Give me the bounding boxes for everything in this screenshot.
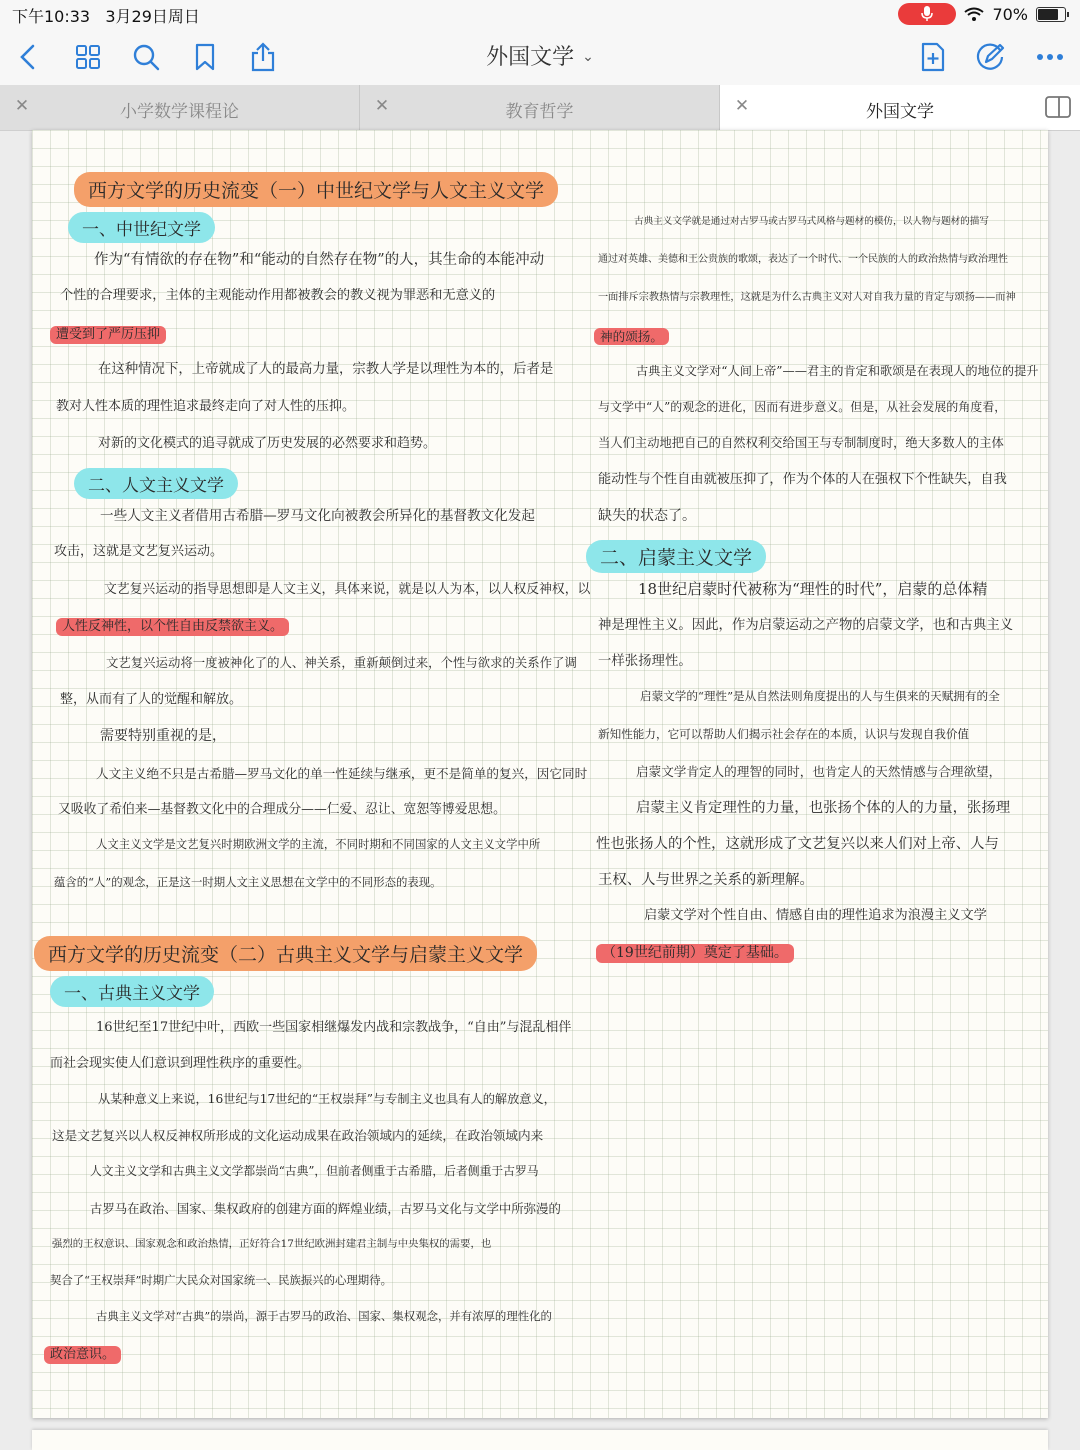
document-title[interactable]: 外国文学 (486, 45, 575, 70)
note-text: 启蒙主义肯定理性的力量，也张扬个体的人的力量，张扬理 (636, 800, 1011, 816)
note-text: 又吸收了希伯来—基督教文化中的合理成分——仁爱、忍让、宽恕等博爱思想。 (58, 802, 506, 817)
note-text: 文艺复兴运动将一度被神化了的人、神关系，重新颠倒过来，个性与欲求的关系作了调 (106, 655, 577, 670)
new-page-icon[interactable] (913, 38, 953, 76)
chevron-down-icon[interactable]: ⌄ (582, 49, 594, 65)
note-text: 个性的合理要求，主体的主观能动作用都被教会的教义视为罪恶和无意义的 (60, 288, 496, 303)
more-icon[interactable] (1030, 38, 1070, 76)
note-text: 18世纪启蒙时代被称为“理性的时代”，启蒙的总体精 (638, 580, 988, 598)
tab-primary-math[interactable] (0, 85, 360, 130)
tab-foreign-literature[interactable] (720, 85, 1080, 130)
note-text: 一样张扬理性。 (598, 654, 692, 669)
note-text: 在这种情况下，上帝就成了人的最高力量，宗教人学是以理性为本的，后者是 (98, 362, 554, 377)
note-text-highlight: 神的颂扬。 (594, 328, 669, 345)
note-text: 一些人文主义者借用古希腊—罗马文化向被教会所异化的基督教文化发起 (100, 508, 535, 524)
close-icon[interactable]: ✕ (374, 96, 390, 116)
note-text: 蕴含的“人”的观念，正是这一时期人文主义思想在文学中的不同形态的表现。 (54, 875, 442, 889)
note-text: 古典主义文学对“古典”的崇尚，源于古罗马的政治、国家、集权观念，并有浓厚的理性化的 (96, 1309, 552, 1323)
note-text: 这是文艺复兴以人权反神权所形成的文化运动成果在政治领域内的延续，在政治领域内来 (52, 1128, 544, 1143)
note-text: 一面排斥宗教热情与宗教理性，这就是为什么古典主义对人对自我力量的肯定与颂扬——而神 (598, 292, 1016, 303)
note-text: 作为“有情欲的存在物”和“能动的自然存在物”的人，其生命的本能冲动 (94, 252, 545, 268)
note-text: 启蒙文学肯定人的理智的同时，也肯定人的天然情感与合理欲望， (636, 764, 1002, 779)
note-text: 缺失的状态了。 (598, 508, 696, 524)
note-page[interactable] (32, 130, 1048, 1418)
top-toolbar (0, 28, 1080, 85)
note-text-highlight: （19世纪前期）奠定了基础。 (596, 944, 794, 963)
note-text: 而社会现实使人们意识到理性秩序的重要性。 (50, 1056, 311, 1071)
note-text: 教对人性本质的理性追求最终走向了对人性的压抑。 (56, 399, 356, 414)
section-heading: 西方文学的历史流变（二）古典主义文学与启蒙主义文学 (34, 936, 537, 971)
note-text: 能动性与个性自由就被压抑了，作为个体的人在强权下个性缺失，自我 (598, 472, 1007, 487)
grid-icon[interactable] (68, 38, 108, 76)
note-text: 攻击，这就是文艺复兴运动。 (54, 544, 224, 559)
note-text: 人文主义文学和古典主义文学都崇尚“古典”，但前者侧重于古希腊，后者侧重于古罗马 (90, 1164, 539, 1178)
note-text-highlight: 政治意识。 (44, 1346, 121, 1364)
note-text: 整，从而有了人的觉醒和解放。 (60, 692, 243, 707)
note-text: 古典主义文学就是通过对古罗马或古罗马式风格与题材的模仿，以人物与题材的描写 (634, 216, 989, 227)
note-text: 通过对英雄、美德和王公贵族的歌颂，表达了一个时代、一个民族的人的政治热情与政治理性 (598, 254, 1008, 265)
note-text: 古罗马在政治、国家、集权政府的创建方面的辉煌业绩，古罗马文化与文学中所弥漫的 (90, 1201, 561, 1216)
tab-label: 小学数学课程论 (120, 102, 239, 122)
wifi-icon (964, 7, 984, 22)
subsection-heading: 二、启蒙主义文学 (586, 540, 766, 573)
search-icon[interactable] (126, 38, 166, 76)
back-chevron-icon[interactable] (8, 38, 48, 76)
note-text: 性也张扬人的个性，这就形成了文艺复兴以来人们对上帝、人与 (596, 836, 999, 852)
status-indicators (898, 3, 1066, 25)
battery-icon (1036, 7, 1066, 22)
note-text: 强烈的王权意识、国家观念和政治热情，正好符合17世纪欧洲封建君主制与中央集权的需要，也 (52, 1238, 492, 1250)
mic-icon (898, 3, 956, 25)
note-text: 启蒙文学的“理性”是从自然法则角度提出的人与生俱来的天赋拥有的全 (640, 689, 1000, 703)
note-text: 16世纪至17世纪中叶，西欧一些国家相继爆发内战和宗教战争，“自由”与混乱相伴 (96, 1020, 572, 1035)
note-text-highlight: 遭受到了严厉压抑 (50, 326, 166, 344)
note-text: 神是理性主义。因此，作为启蒙运动之产物的启蒙文学，也和古典主义 (598, 618, 1014, 633)
note-text: 启蒙文学对个性自由、情感自由的理性追求为浪漫主义文学 (644, 908, 987, 923)
tab-label: 外国文学 (866, 102, 934, 122)
note-text: 文艺复兴运动的指导思想即是人文主义，具体来说，就是以人为本，以人权反神权，以 (104, 582, 591, 597)
pen-settings-icon[interactable] (971, 38, 1011, 76)
subsection-heading: 二、人文主义文学 (74, 468, 238, 499)
tab-education-philosophy[interactable] (360, 85, 720, 130)
split-view-icon[interactable] (1044, 95, 1072, 119)
note-text: 王权、人与世界之关系的新理解。 (598, 872, 814, 888)
close-icon[interactable]: ✕ (14, 96, 30, 116)
note-text: 人文主义文学是文艺复兴时期欧洲文学的主流，不同时期和不同国家的人文主义文学中所 (96, 837, 541, 851)
note-text: 人文主义绝不只是古希腊—罗马文化的单一性延续与继承，更不是简单的复兴，因它同时 (96, 766, 588, 781)
note-text: 新知性能力，它可以帮助人们揭示社会存在的本质，认识与发现自我价值 (598, 727, 970, 741)
next-page-edge (32, 1430, 1048, 1450)
note-text: 当人们主动地把自己的自然权利交给国王与专制制度时，绝大多数人的主体 (598, 436, 1004, 450)
section-heading: 西方文学的历史流变（一）中世纪文学与人文主义文学 (74, 172, 558, 207)
note-text-highlight: 人性反神性，以个性自由反禁欲主义。 (56, 618, 289, 636)
close-icon[interactable]: ✕ (734, 96, 750, 116)
share-icon[interactable] (243, 38, 283, 76)
tab-bar (0, 85, 1080, 131)
note-text: 从某种意义上来说，16世纪与17世纪的“王权崇拜”与专制主义也具有人的解放意义， (98, 1092, 556, 1106)
subsection-heading: 一、古典主义文学 (50, 976, 214, 1007)
note-text: 与文学中“人”的观念的进化，因而有进步意义。但是，从社会发展的角度看， (598, 400, 1007, 414)
note-text: 古典主义文学对“人间上帝”——君主的肯定和歌颂是在表现人的地位的提升 (636, 364, 1039, 378)
status-time-date: 下午10:33 3月29日周日 (12, 7, 200, 26)
status-bar (0, 0, 1080, 28)
bookmark-icon[interactable] (185, 38, 225, 76)
note-text: 契合了“王权崇拜”时期广大民众对国家统一、民族振兴的心理期待。 (50, 1273, 392, 1287)
subsection-heading: 一、中世纪文学 (68, 212, 215, 243)
battery-percent: 70% (992, 4, 1028, 24)
note-text: 对新的文化模式的追寻就成了历史发展的必然要求和趋势。 (98, 436, 437, 451)
note-text: 需要特别重视的是， (100, 728, 226, 744)
tab-label: 教育哲学 (505, 102, 574, 122)
